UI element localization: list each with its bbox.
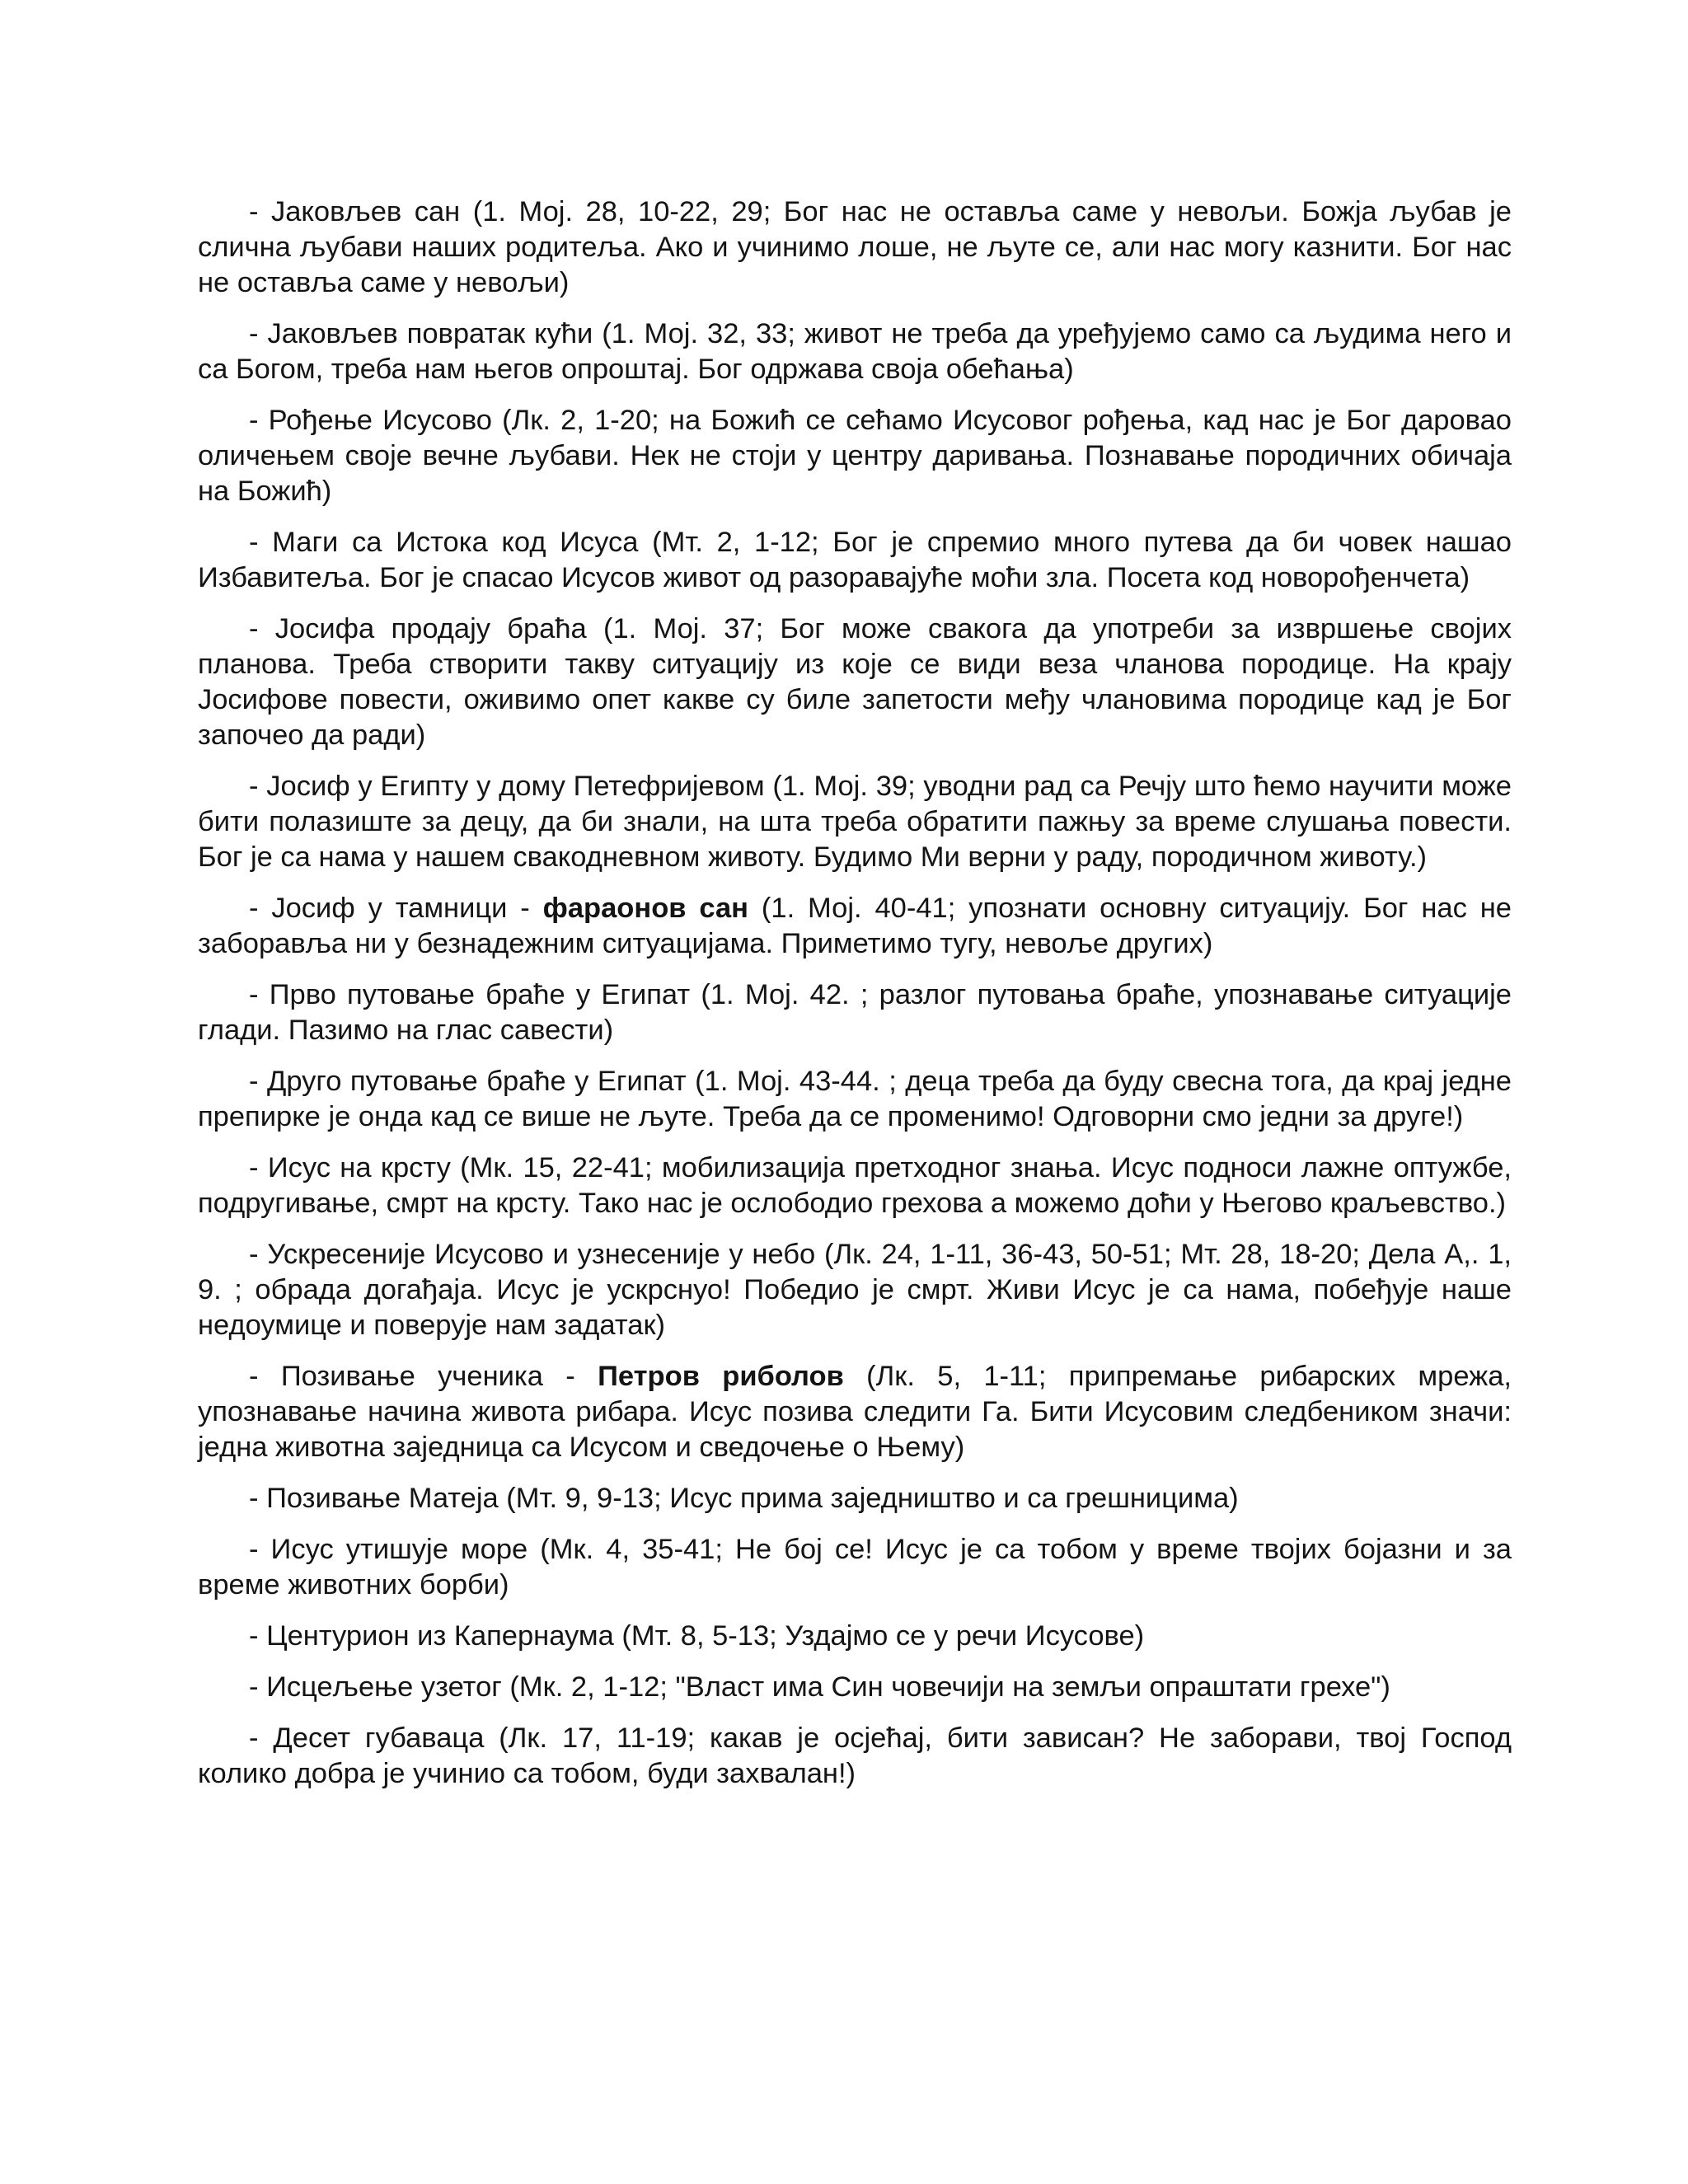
paragraph-text: - Јосиф у тамници - — [249, 893, 543, 924]
paragraph-nativity — [198, 403, 1512, 509]
paragraph-calming-sea — [198, 1532, 1512, 1603]
paragraph-text: - Исцељење узетог (Мк. 2, 1-12; "Власт има Син човечији на земљи опраштати грехе") — [249, 1671, 1390, 1703]
paragraph-text: - Маги са Истока код Исуса (Мт. 2, 1-12; Бог је спремио много путева да би човек нашао Избавитеља. Бог је спасао Исусов живот од разоравајуће моћи зла. Посета код новорођенчета) — [198, 527, 1512, 593]
paragraph-text: - Јосиф у Египту у дому Петефријевом (1. Мој. 39; уводни рад са Речју што ћемо научити може бити полазиште за децу, да би знали, на шта треба обратити пажњу за време слушања повести. Бог је са нама у нашем свакодневном животу. Будимо Ми верни у раду, породичном животу.) — [198, 771, 1512, 873]
paragraph-text: - Прво путовање браће у Египат (1. Мој. 42. ; разлог путовања браће, упознавање ситуације глади. Пазимо на глас савести) — [198, 979, 1512, 1046]
paragraph-healing-paralytic — [198, 1670, 1512, 1705]
paragraph-first-journey — [198, 977, 1512, 1048]
paragraph-text: - Центурион из Капернаума (Мт. 8, 5-13; Уздајмо се у речи Исусове) — [249, 1620, 1145, 1652]
paragraph-bold-text: фараонов сан — [542, 893, 749, 924]
paragraph-text: - Позивање ученика - — [249, 1361, 598, 1392]
paragraph-jacob-dream — [198, 194, 1512, 301]
paragraph-text: - Друго путовање браће у Египат (1. Мој. 43-44. ; деца треба да буду свесна тога, да крај једне препирке је онда кад се више не љуте. Треба да се променимо! Одговорни смо једни за друге!) — [198, 1066, 1512, 1132]
paragraph-magi — [198, 525, 1512, 596]
paragraph-text: - Десет губаваца (Лк. 17, 11-19; какав је осјећај, бити зависан? Не заборави, твој Господ колико добра је учинио са тобом, буди захвалан!) — [198, 1722, 1512, 1789]
paragraph-text: (1. Мој. 40-41; упознати основну ситуацију. Бог нас не заборавља ни у безнадежним ситуацијама. Приметимо тугу, невоље других) — [198, 893, 1512, 959]
paragraph-bold-text: Петров риболов — [598, 1361, 844, 1392]
paragraph-text: - Јаковљев сан (1. Мој. 28, 10-22, 29; Бог нас не оставља саме у невољи. Божја љубав је слична љубави наших родитеља. Ако и учинимо лоше, не љуте се, али нас могу казнити. Бог нас не оставља саме у невољи) — [198, 196, 1512, 298]
paragraph-joseph-potiphar — [198, 769, 1512, 875]
paragraph-text: (Лк. 5, 1-11; припремање рибарских мрежа, упознавање начина живота рибара. Исус позива следити Га. Бити Исусовим следбеником значи: једна животна заједница са Исусом и сведочење о Њему) — [198, 1361, 1512, 1463]
paragraph-text: - Јаковљев повратак кући (1. Мој. 32, 33; живот не треба да уређујемо само са људима него и са Богом, треба нам његов опроштај. Бог одржава своја обећања) — [198, 318, 1512, 385]
paragraph-second-journey — [198, 1064, 1512, 1135]
paragraph-jacob-return — [198, 316, 1512, 387]
paragraph-calling-disciples — [198, 1359, 1512, 1465]
paragraph-joseph-prison — [198, 891, 1512, 962]
paragraph-text: - Рођење Исусово (Лк. 2, 1-20; на Божић се сећамо Исусовог рођења, кад нас је Бог даровао оличењем своје вечне љубави. Нек не стоји у центру даривања. Познавање породичних обичаја на Божић) — [198, 405, 1512, 507]
document-body — [198, 194, 1512, 1807]
paragraph-resurrection — [198, 1237, 1512, 1343]
paragraph-joseph-sold — [198, 612, 1512, 753]
paragraph-text: - Исус на крсту (Мк. 15, 22-41; мобилизација претходног знања. Исус подноси лажне оптужбе, подругивање, смрт на крсту. Тако нас је ослободио грехова а можемо доћи у Његово краљевство.) — [198, 1152, 1512, 1219]
paragraph-calling-matthew — [198, 1481, 1512, 1516]
paragraph-ten-lepers — [198, 1721, 1512, 1792]
paragraph-text: - Ускресеније Исусово и узнесеније у небо (Лк. 24, 1-11, 36-43, 50-51; Мт. 28, 18-20; Дела А,. 1, 9. ; обрада догађаја. Исус је ускрснуо! Победио је смрт. Живи Исус је са нама, побеђује наше недоумице и поверује нам задатак) — [198, 1239, 1512, 1341]
paragraph-text: - Исус утишује море (Мк. 4, 35-41; Не бој се! Исус је са тобом у време твојих бојазни и за време животних борби) — [198, 1534, 1512, 1601]
paragraph-crucifixion — [198, 1151, 1512, 1221]
paragraph-text: - Јосифа продају браћа (1. Мој. 37; Бог може свакога да употреби за извршење својих планова. Треба створити такву ситуацију из које се види веза чланова породице. На крају Јосифове повести, оживимо опет какве су биле запетости међу члановима породице кад је Бог започео да ради) — [198, 613, 1512, 751]
paragraph-centurion — [198, 1619, 1512, 1654]
paragraph-text: - Позивање Матеја (Мт. 9, 9-13; Исус прима заједништво и са грешницима) — [249, 1483, 1239, 1514]
